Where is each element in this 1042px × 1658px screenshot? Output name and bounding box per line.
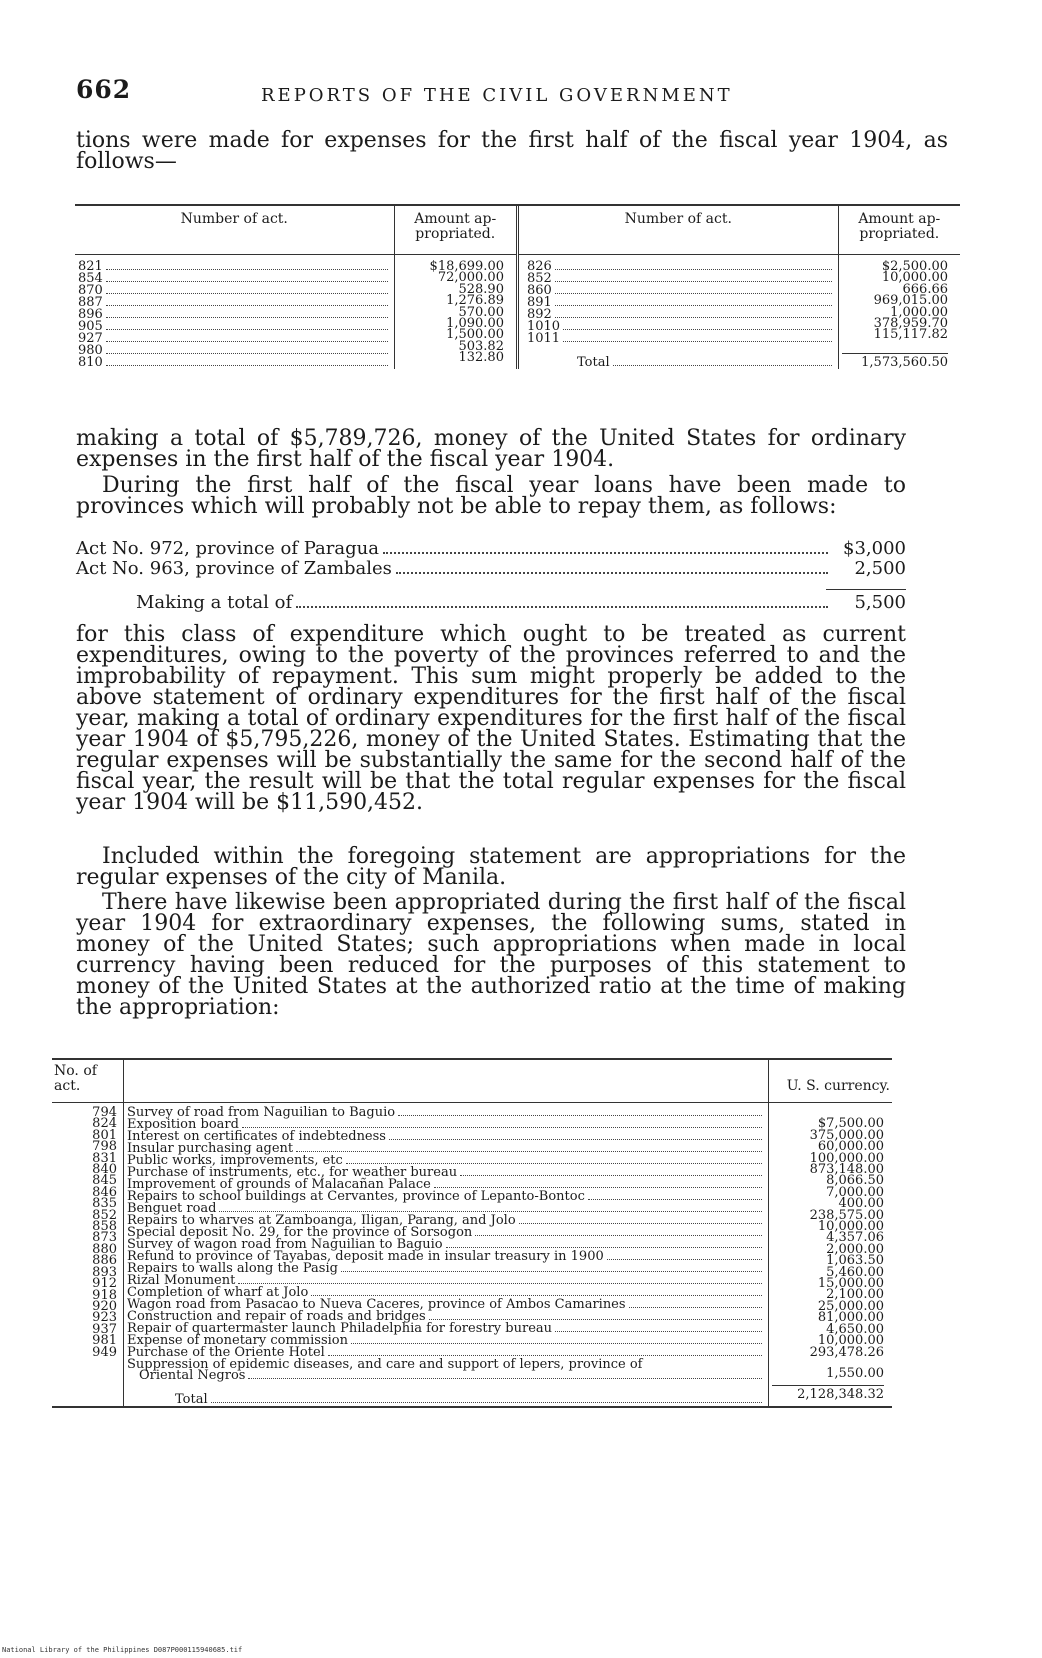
table-row: 826: [527, 261, 835, 273]
table-row: Survey of road from Naguilian to Baguio: [127, 1107, 765, 1119]
table1-left-acts: [75, 255, 394, 370]
table-row: Expense of monetary commission: [127, 1335, 765, 1347]
table-row: Improvement of grounds of Malacañan Palace: [127, 1179, 765, 1191]
table2-col-desc: [124, 1059, 769, 1103]
table1-col-amount-right: Amount ap-propriated.: [838, 206, 960, 255]
table1-header-row: [75, 206, 960, 255]
table-row: 810: [78, 357, 391, 369]
table-row: Repairs to walls along the Pasig: [127, 1263, 765, 1275]
table-row: 852: [527, 273, 835, 285]
table-row: Special deposit No. 29, for the province of Sorsogon: [127, 1227, 765, 1239]
table2-col-act: No. of act.: [52, 1059, 124, 1103]
manila-paragraph: Included within the foregoing statement are appropriations for the regular expenses of the city of Manila.: [76, 844, 906, 890]
page-number: 662: [76, 75, 132, 104]
table1-body: [75, 255, 960, 370]
table2-total-row: Total: [127, 1394, 765, 1406]
table-row: 892: [527, 309, 835, 321]
table-row: 891: [527, 297, 835, 309]
table-row: 896: [78, 309, 391, 321]
total-paragraph: making a total of $5,789,726, money of the United States for ordinary expenses in the first half of the fiscal year 1904.: [76, 426, 906, 472]
table-row: Refund to province of Tayabas, deposit made in insular treasury in 1900: [127, 1251, 765, 1263]
extraordinary-appropriations-table: [52, 1058, 892, 1408]
expenditure-class-paragraph: for this class of expenditure which ought to be treated as current expenditures, owing to the poverty of the provinces referred to and the improbability of repayment. This sum might properly be added to the above statement of ordinary expenditures for the first half of the fiscal year, making a total of ordinary expenditures for the first half of the fiscal year 1904 of $5,795,226, money of the United States. Estimating that the regular expenses will be substantially the same for the second half of the fiscal year, the result will be that the total regular expenses for the fiscal year 1904 will be $11,590,452.: [76, 622, 906, 815]
loans-list: [76, 538, 906, 578]
table-row: Oriental Negros: [127, 1370, 765, 1382]
table-row: Insular purchasing agent: [127, 1143, 765, 1155]
table2-desc-column: [124, 1103, 769, 1408]
table1-total-amount: 1,573,560.50: [842, 353, 948, 368]
table-row: Construction and repair of roads and bridges: [127, 1311, 765, 1323]
table-row: Purchase of the Oriente Hotel: [127, 1347, 765, 1359]
table-row: 980: [78, 345, 391, 357]
table-row: Survey of wagon road from Naguilian to Baguio: [127, 1239, 765, 1251]
table2-act-column: 794 824 801 798 831 840 845 846 835 852 858 873 880 886 893 912 918 920 923 937 981 949: [92, 1105, 117, 1360]
extraordinary-paragraph: There have likewise been appropriated during the first half of the fiscal year 1904 for extraordinary expenses, the following sums, stated in money of the United States; such appropriations when made in local currency having been reduced for the purposes of this statement to money of the United States at the authorized ratio at the time of making the appropriation:: [76, 890, 906, 1020]
table-row: 854: [78, 273, 391, 285]
table-row: Wagon road from Pasacao to Nueva Caceres, province of Ambos Camarines: [127, 1299, 765, 1311]
table1-col-act-left: Number of act.: [75, 206, 394, 255]
table2-body: [52, 1103, 892, 1408]
table-row: Repair of quartermaster launch Philadelphia for forestry bureau: [127, 1323, 765, 1335]
table-row: Exposition board: [127, 1119, 765, 1131]
sum-rule: [826, 589, 906, 590]
table-row: 1010: [527, 321, 835, 333]
table-row: Benguet road: [127, 1203, 765, 1215]
table-row: 1011: [527, 333, 835, 345]
table2-col-amount: U. S. currency.: [769, 1059, 893, 1103]
table-row: Public works, improvements, etc: [127, 1155, 765, 1167]
table-row: 927: [78, 333, 391, 345]
table-row: Rizal Monument: [127, 1275, 765, 1287]
table-row: 887: [78, 297, 391, 309]
table-row: Purchase of instruments, etc., for weather bureau: [127, 1167, 765, 1179]
list-item: Act No. 963, province of Zambales 2,500: [76, 558, 906, 579]
running-title: REPORTS OF THE CIVIL GOVERNMENT: [261, 85, 733, 106]
scan-footer: National Library of the Philippines D087P000115940685.tif: [2, 1646, 243, 1654]
table-row: Repairs to wharves at Zamboanga, Iligan, Parang, and Jolo: [127, 1215, 765, 1227]
table-row: Suppression of epidemic diseases, and care and support of lepers, province of: [127, 1357, 643, 1372]
table2-amount-column: $7,500.00 375,000.00 60,000.00 100,000.00 873,148.00 8,066.50 7,000.00 400.00 238,575.00 10,000.00 4,357.06 2,000.00 1,063.50 5,460.00 15,000.00 2,100.00 25,000.00 81,000.00 4,650.00 10,000.00 293,478.26 1,550.00 2,128,348.32: [769, 1103, 893, 1408]
table1-right-amounts: $2,500.00 10,000.00 666.66 969,015.00 1,000.00 378,959.70 115,117.82 1,573,560.50: [838, 255, 960, 370]
table1-col-act-right: Number of act.: [517, 206, 838, 255]
table-row: 860: [527, 285, 835, 297]
table2-header-row: [52, 1059, 892, 1103]
list-item: Act No. 972, province of Paragua $3,000: [76, 538, 906, 559]
table-row: Interest on certificates of indebtedness: [127, 1131, 765, 1143]
table1-left-amounts: $18,699.00 72,000.00 528.90 1,276.89 570.00 1,090.00 1,500.00 503.82 132.80: [394, 255, 517, 370]
ordinary-appropriations-table: [75, 204, 960, 369]
table1-right-acts: [517, 255, 838, 370]
table-row: 870: [78, 285, 391, 297]
page-header: [76, 75, 926, 109]
table1-total-row: Total: [527, 357, 835, 369]
table1-col-amount-left: Amount ap-propriated.: [394, 206, 517, 255]
table-row: 821: [78, 261, 391, 273]
intro-paragraph: tions were made for expenses for the first half of the fiscal year 1904, as follows—: [76, 128, 948, 174]
table-row: 905: [78, 321, 391, 333]
table-row: Repairs to school buildings at Cervantes, province of Lepanto-Bontoc: [127, 1191, 765, 1203]
loans-total: Making a total of 5,500: [136, 592, 906, 613]
loans-intro-paragraph: During the first half of the fiscal year loans have been made to provinces which will probably not be able to repay them, as follows:: [76, 473, 906, 519]
table2-total-amount: 2,128,348.32: [772, 1385, 884, 1400]
table-row: Completion of wharf at Jolo: [127, 1287, 765, 1299]
